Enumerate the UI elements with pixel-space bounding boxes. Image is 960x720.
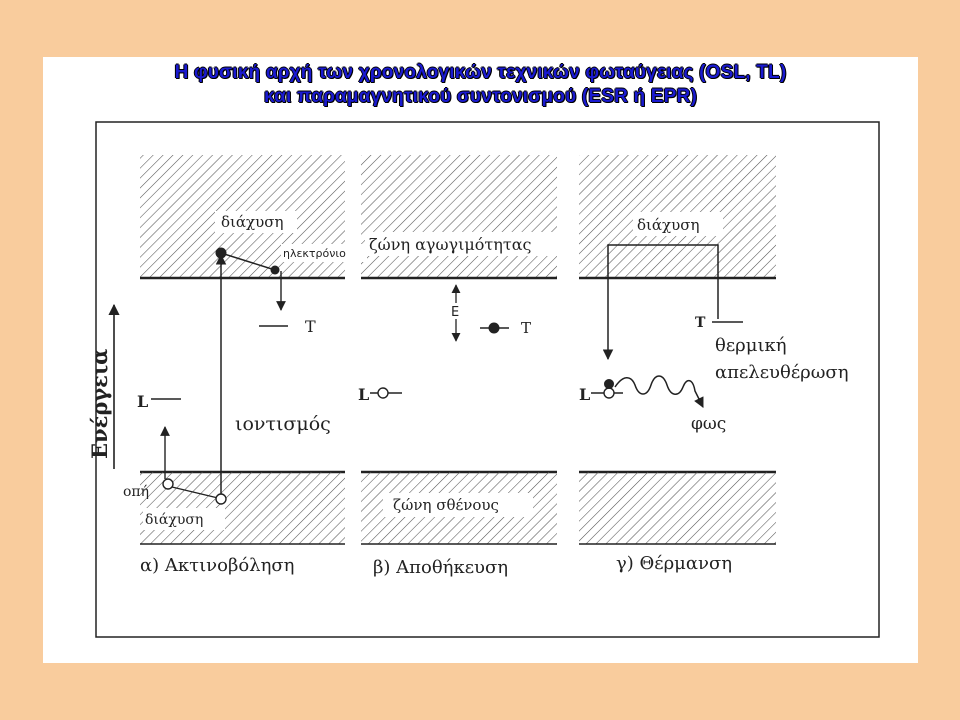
caption-c: γ) Θέρμανση — [616, 553, 733, 574]
energy-gap-label: E — [451, 305, 460, 320]
light-label: φως — [691, 414, 727, 434]
slide — [43, 57, 918, 663]
caption-a: α) Ακτινοβόληση — [140, 555, 295, 576]
valence-band-c — [579, 472, 776, 544]
trap-label-c: T — [695, 315, 706, 331]
trapped-hole-b — [378, 388, 388, 398]
diffusion-label-a: διάχυση — [221, 213, 284, 231]
trap-label-b: T — [521, 319, 532, 337]
luminescence-label-b: L — [358, 385, 370, 404]
title-line-1: Η φυσική αρχή των χρονολογικών τεχνικών φωταύγειας (OSL, TL) — [174, 62, 787, 83]
thermal-label-line2: απελευθέρωση — [715, 362, 849, 383]
luminescence-label-a: L — [137, 392, 149, 411]
conduction-band-label: ζώνη αγωγιμότητας — [369, 235, 532, 254]
hole-circle-1 — [163, 479, 173, 489]
trapped-electron-b — [489, 323, 500, 334]
conduction-band-b — [361, 155, 557, 278]
valence-band-label: ζώνη σθένους — [393, 496, 499, 514]
electron-dot-a2 — [271, 266, 280, 275]
recombining-electron-c — [604, 379, 614, 389]
hole-label: οπή — [123, 484, 150, 500]
trap-label-a: T — [305, 317, 316, 336]
diffusion-bottom-label-a: διάχυση — [145, 512, 204, 528]
title-line-2: και παραμαγνητικού συντονισμού (ESR ή EPR) — [264, 86, 697, 107]
band-diagram — [43, 57, 918, 663]
thermal-label-line1: θερμική — [715, 335, 787, 356]
diffusion-label-c: διάχυση — [637, 216, 700, 234]
emitted-light-wave — [615, 376, 703, 407]
ionization-label: ιοντισμός — [235, 413, 331, 435]
caption-b: β) Αποθήκευση — [373, 557, 509, 578]
energy-axis-label: Ενέργεια — [87, 348, 112, 459]
hole-circle-2 — [216, 494, 226, 504]
electron-label-a: ηλεκτρόνιο — [283, 247, 346, 260]
recombining-hole-c — [604, 388, 614, 398]
luminescence-label-c: L — [579, 385, 591, 404]
